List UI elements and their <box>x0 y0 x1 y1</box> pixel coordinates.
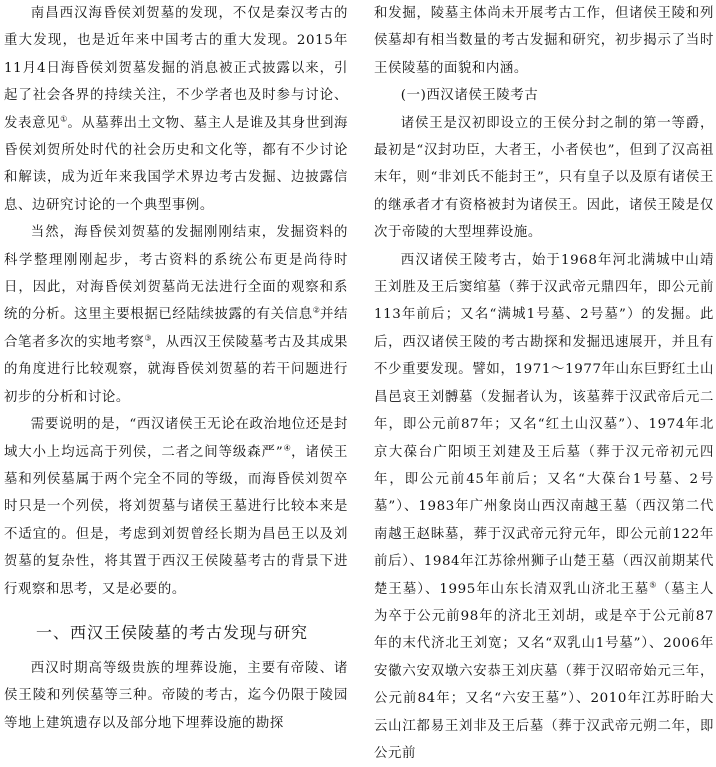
paragraph-intro-text: 南昌西汉海昏侯刘贺墓的发现，不仅是秦汉考古的重大发现，也是近年来中国考古的重大发现。2015年11月4日海昏侯刘贺墓发掘的消息被正式披露以来，引起了社会各界的持续关注，不少学者也及时参与讨论、发表意见 <box>4 6 348 131</box>
paragraph-section-intro: 西汉时期高等级贵族的埋葬设施，主要有帝陵、诸侯王陵和列侯墓等三种。帝陵的考古，迄今仍限于陵园等地上建筑遗存以及部分地下埋葬设施的勘探 <box>4 660 348 731</box>
paragraph-intro-text-end: 。从墓葬出土文物、墓主人是谁及其身世到海昏侯刘贺所处时代的社会历史和文化等，都有不少讨论和解读，成为近年来我国学术界边考古发掘、边披露信息、边研究讨论的一个典型事例。 <box>4 115 348 213</box>
paragraph-excavations-text: 西汉诸侯王陵考古，始于1968年河北满城中山靖王刘胜及王后窦绾墓（葬于汉武帝元鼎四年，即公元前113年前后；又名“满城1号墓、2号墓”）的发掘。此后，西汉诸侯王陵的考古勘探和发掘迅速展开，并且有不少重要发现。譬如，1971～1977年山东巨野红土山昌邑哀王刘髆墓（发掘者认为，该墓葬于汉武帝后元二年，即公元前87年；又名“红土山汉墓”）、1974年北京大葆台广阳顷王刘建及王后墓（葬于汉元帝初元四年，即公元前45年前后；又名“大葆台1号墓、2号墓”）、1983年广州象岗山西汉南越王墓（西汉第二代南越王赵眛墓，葬于汉武帝元狩元年，即公元前122年前后）、1984年江苏徐州狮子山楚王墓（西汉前期某代楚王墓）、1995年山东长清双乳山济北王墓 <box>374 252 714 597</box>
paragraph-excavations-text-end: （墓主人为卒于公元前98年的济北王刘胡，或是卒于公元前87年的末代济北王刘宽；又名“双乳山1号墓”）、2006年安徽六安双墩六安恭王刘庆墓（葬于汉昭帝始元三年，公元前84年；又名“六安王墓”）、2010年江苏盱眙大云山江都易王刘非及王后墓（葬于汉武帝元朔二年，即公元前 <box>374 581 715 761</box>
footnote-ref-4: ④ <box>283 443 292 453</box>
paragraph-note <box>4 411 348 603</box>
paragraph-excavations <box>374 247 714 767</box>
paragraph-context <box>4 219 348 411</box>
paragraph-note-text-end: ，诸侯王墓和列侯墓属于两个完全不同的等级，而海昏侯刘贺卒时只是一个列侯，将刘贺墓与诸侯王墓进行比较本来是不适宜的。但是，考虑到刘贺曾经长期为昌邑王以及刘贺墓的复杂性，将其置于西汉王侯陵墓考古的背景下进行观察和思考，又是必要的。 <box>4 444 348 597</box>
subsection-heading: (一)西汉诸侯王陵考古 <box>400 88 539 104</box>
paragraph-intro <box>4 0 348 219</box>
paragraph-context-text-mid: 并结合笔者多次的实地考察 <box>4 307 349 350</box>
left-column <box>4 0 348 737</box>
footnote-ref-5: ⑤ <box>649 580 657 590</box>
footnote-ref-1: ① <box>60 114 68 124</box>
section-heading: 一、西汉王侯陵墓的考古发现与研究 <box>36 622 309 642</box>
paragraph-context-text-end: ，从西汉王侯陵墓考古及其成果的角度进行比较观察，就海昏侯刘贺墓的若干问题进行初步的分析和讨论。 <box>4 334 348 405</box>
paragraph-context-text: 当然，海昏侯刘贺墓的发掘刚刚结束，发掘资料的科学整理刚刚起步，考古资料的系统公布更是尚待时日，因此，对海昏侯刘贺墓尚无法进行全面的观察和系统的分析。这里主要根据已经陆续披露的有关信息 <box>4 225 348 323</box>
paragraph-note-text: 需要说明的是，“西汉诸侯王无论在政治地位还是封域大小上均远高于列侯，二者之间等级森严” <box>4 417 348 460</box>
right-column <box>374 0 714 767</box>
footnote-ref-2: ② <box>312 306 320 315</box>
paragraph-kings: 诸侯王是汉初即设立的王侯分封之制的第一等爵，最初是“汉封功臣，大者王，小者侯也”，但到了汉高祖末年，则“非刘氏不能封王”，只有皇子以及原有诸侯王的继承者才有资格被封为诸侯王。因此，诸侯王陵是仅次于帝陵的大型埋葬设施。 <box>374 115 714 241</box>
paragraph-continued: 和发掘，陵墓主体尚未开展考古工作，但诸侯王陵和列侯墓却有相当数量的考古发掘和研究，初步揭示了当时王侯陵墓的面貌和内涵。 <box>374 6 714 76</box>
footnote-ref-3: ③ <box>144 333 152 343</box>
